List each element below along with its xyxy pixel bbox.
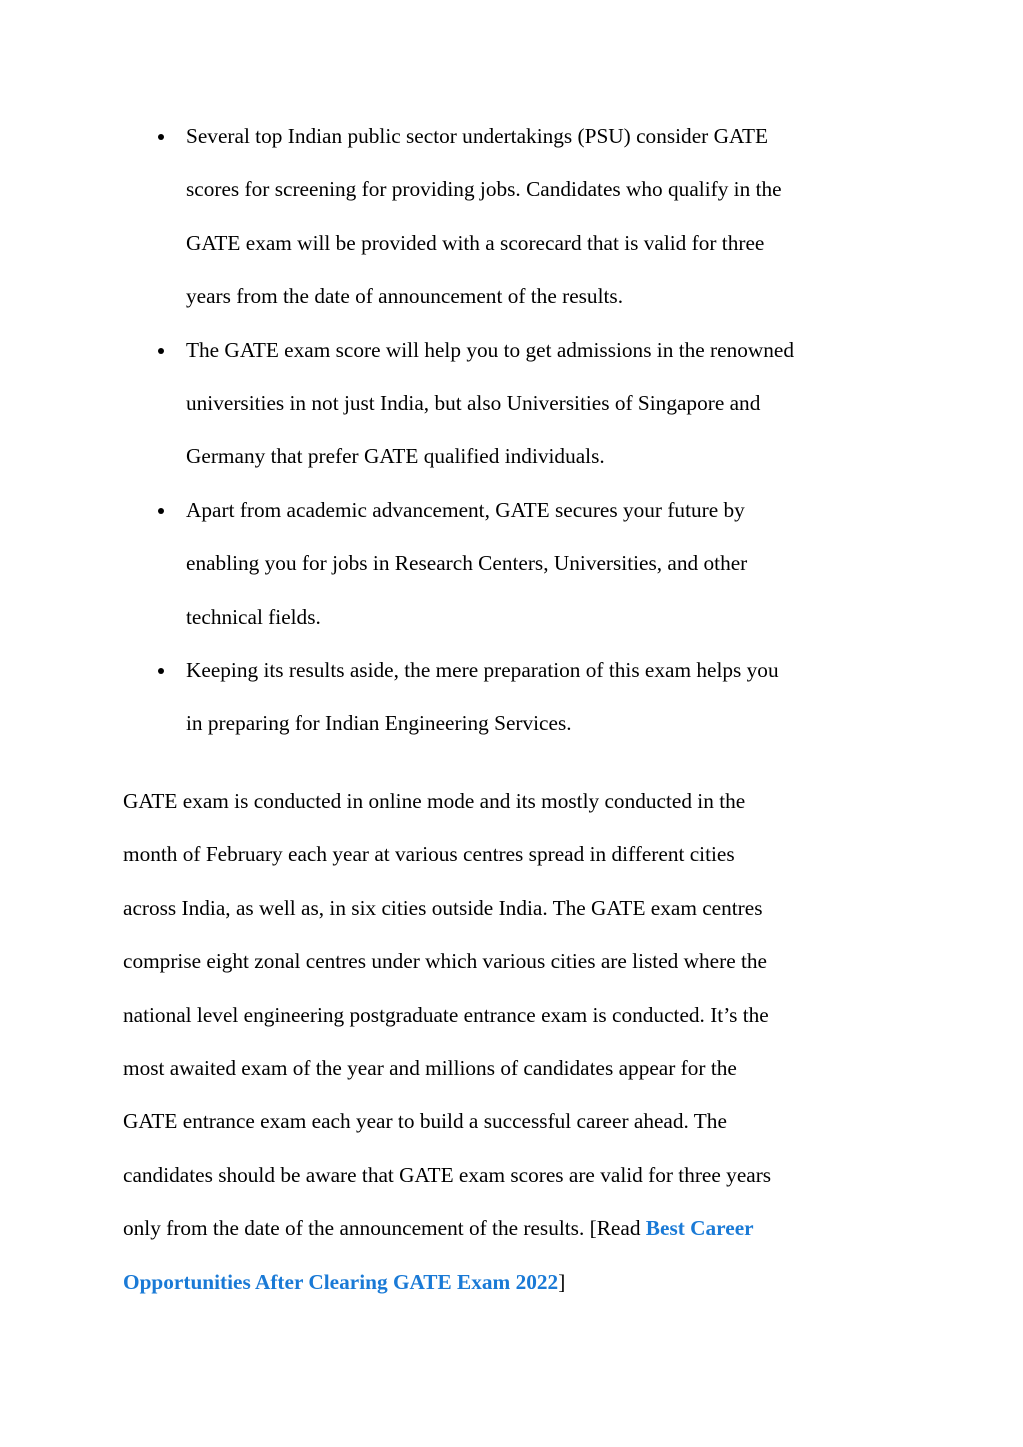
text-line: most awaited exam of the year and millions of candidates appear for the: [123, 1056, 737, 1081]
list-item: [186, 644, 906, 751]
text-line: enabling you for jobs in Research Centers, Universities, and other: [186, 551, 748, 576]
career-opportunities-link-continued[interactable]: Opportunities After Clearing GATE Exam 2022: [123, 1269, 559, 1294]
text-line: The GATE exam score will help you to get admissions in the renowned: [186, 337, 795, 362]
list-item: [186, 484, 906, 644]
text-line: GATE exam will be provided with a scorecard that is valid for three: [186, 230, 765, 255]
text-line: national level engineering postgraduate entrance exam is conducted. It’s the: [123, 1002, 769, 1027]
text-line: across India, as well as, in six cities outside India. The GATE exam centres: [123, 895, 763, 920]
list-item: [186, 110, 906, 324]
text-line: [123, 1256, 913, 1309]
text-line: in preparing for Indian Engineering Services.: [186, 711, 572, 736]
bullet-icon: [158, 668, 164, 674]
bullet-icon: [158, 508, 164, 514]
bullet-icon: [158, 134, 164, 140]
text-line: GATE entrance exam each year to build a successful career ahead. The: [123, 1109, 727, 1134]
text-line: candidates should be aware that GATE exam scores are valid for three years: [123, 1162, 772, 1187]
list-item: [186, 324, 906, 484]
text-line: years from the date of announcement of the results.: [186, 284, 624, 309]
text-segment: only from the date of the announcement of the results. [Read: [123, 1216, 646, 1241]
text-line: [123, 1202, 913, 1255]
text-line: GATE exam is conducted in online mode and its mostly conducted in the: [123, 789, 746, 813]
text-line: scores for screening for providing jobs. Candidates who qualify in the: [186, 177, 782, 202]
text-line: Apart from academic advancement, GATE secures your future by: [186, 497, 745, 522]
text-line: universities in not just India, but also Universities of Singapore and: [186, 391, 761, 416]
text-line: technical fields.: [186, 604, 321, 629]
bullet-list: [186, 110, 906, 751]
career-opportunities-link[interactable]: Best Career: [645, 1216, 754, 1241]
text-line: comprise eight zonal centres under which various cities are listed where the: [123, 949, 767, 974]
body-paragraph: [123, 775, 913, 1309]
text-line: Germany that prefer GATE qualified individuals.: [186, 444, 605, 469]
bullet-icon: [158, 348, 164, 354]
closing-bracket: ]: [558, 1269, 566, 1294]
text-line: Keeping its results aside, the mere preparation of this exam helps you: [186, 658, 779, 683]
text-line: Several top Indian public sector undertakings (PSU) consider GATE: [186, 124, 768, 148]
text-line: month of February each year at various centres spread in different cities: [123, 842, 735, 867]
